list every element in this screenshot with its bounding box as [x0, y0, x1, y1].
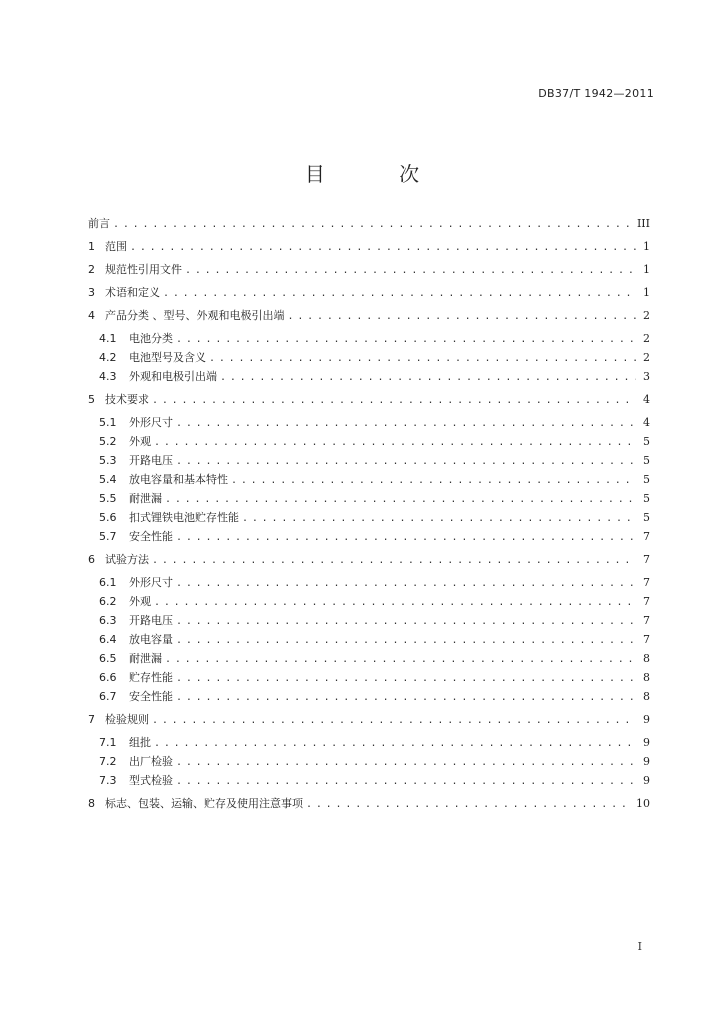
toc-entry-title: 放电容量	[129, 633, 173, 646]
toc-dot-leader	[154, 593, 636, 612]
toc-entry-number: 7.2	[99, 755, 117, 768]
toc-entry-title: 型式检验	[129, 774, 173, 787]
toc-entry[interactable]	[88, 508, 650, 527]
toc-entry-title: 外形尺寸	[129, 416, 173, 429]
toc-entry-title: 试验方法	[105, 553, 149, 566]
toc-entry-title: 出厂检验	[129, 755, 173, 768]
toc-entry-title: 扣式锂铁电池贮存性能	[129, 511, 239, 524]
toc-entry-number: 5.1	[99, 416, 117, 429]
toc-entry[interactable]	[88, 348, 650, 367]
toc-entry-number: 6.5	[99, 652, 117, 665]
toc-entry[interactable]	[88, 470, 650, 489]
toc-entry[interactable]	[88, 592, 650, 611]
toc-entry-number: 4	[88, 309, 95, 322]
toc-dot-leader	[288, 307, 637, 326]
toc-entry-title: 开路电压	[129, 454, 173, 467]
toc-entry-title: 外观和电极引出端	[129, 370, 217, 383]
toc-entry[interactable]	[88, 630, 650, 649]
toc-dot-leader	[185, 261, 636, 280]
toc-dot-leader	[152, 551, 636, 570]
toc-title: 目 次	[304, 162, 454, 186]
toc-dot-leader	[176, 631, 636, 650]
toc-entry-number: 6.4	[99, 633, 117, 646]
toc-entry[interactable]	[88, 668, 650, 687]
toc-dot-leader	[152, 711, 636, 730]
toc-entry-page: 1	[643, 263, 650, 276]
toc-dot-leader	[176, 414, 636, 433]
toc-entry[interactable]	[88, 771, 650, 790]
toc-entry-number: 5.2	[99, 435, 117, 448]
toc-entry-title: 产品分类 、型号、外观和电极引出端	[105, 309, 285, 322]
toc-entry[interactable]	[88, 214, 650, 233]
toc-entry[interactable]	[88, 451, 650, 470]
toc-dot-leader	[165, 490, 636, 509]
toc-entry-title: 前言	[88, 217, 110, 230]
toc-entry-number: 6	[88, 553, 95, 566]
toc-entry-page: 7	[643, 614, 650, 627]
toc-entry-page: III	[636, 217, 650, 230]
toc-entry-title: 安全性能	[129, 530, 173, 543]
toc-entry-page: 7	[643, 576, 650, 589]
toc-entry-title: 技术要求	[105, 393, 149, 406]
toc-entry[interactable]	[88, 306, 650, 325]
toc-dot-leader	[220, 368, 636, 387]
toc-entry-page: 9	[643, 736, 650, 749]
toc-entry[interactable]	[88, 260, 650, 279]
toc-entry-page: 4	[643, 393, 650, 406]
toc-entry-page: 5	[643, 454, 650, 467]
toc-entry-page: 7	[643, 633, 650, 646]
toc-entry-number: 5.5	[99, 492, 117, 505]
toc-dot-leader	[154, 734, 636, 753]
toc-entry-page: 9	[643, 755, 650, 768]
toc-entry-number: 4.2	[99, 351, 117, 364]
toc-entry-title: 开路电压	[129, 614, 173, 627]
toc-entry[interactable]	[88, 329, 650, 348]
toc-entry-page: 7	[643, 530, 650, 543]
toc-entry-page: 5	[643, 511, 650, 524]
table-of-contents	[88, 214, 650, 813]
page-number: I	[637, 940, 642, 953]
toc-dot-leader	[152, 391, 636, 410]
toc-entry-number: 6.6	[99, 671, 117, 684]
toc-entry[interactable]	[88, 413, 650, 432]
toc-entry-page: 5	[643, 473, 650, 486]
toc-entry[interactable]	[88, 794, 650, 813]
toc-entry-number: 5	[88, 393, 95, 406]
toc-entry[interactable]	[88, 550, 650, 569]
toc-entry-page: 5	[643, 492, 650, 505]
toc-entry-number: 4.3	[99, 370, 117, 383]
toc-entry-page: 9	[643, 713, 650, 726]
toc-entry-number: 8	[88, 797, 95, 810]
toc-entry-page: 1	[643, 286, 650, 299]
toc-dot-leader	[176, 452, 636, 471]
toc-entry-number: 5.7	[99, 530, 117, 543]
toc-entry-title: 耐泄漏	[129, 492, 162, 505]
toc-entry-number: 5.4	[99, 473, 117, 486]
toc-entry-page: 4	[643, 416, 650, 429]
toc-entry-page: 2	[643, 351, 650, 364]
toc-entry[interactable]	[88, 710, 650, 729]
toc-entry-number: 6.2	[99, 595, 117, 608]
toc-entry[interactable]	[88, 687, 650, 706]
toc-entry-page: 2	[643, 309, 650, 322]
toc-entry[interactable]	[88, 489, 650, 508]
toc-entry-page: 1	[643, 240, 650, 253]
toc-entry-number: 6.1	[99, 576, 117, 589]
toc-dot-leader	[113, 215, 633, 234]
toc-entry-title: 安全性能	[129, 690, 173, 703]
toc-dot-leader	[163, 284, 636, 303]
toc-entry-number: 6.7	[99, 690, 117, 703]
toc-dot-leader	[130, 238, 636, 257]
toc-entry-page: 8	[643, 671, 650, 684]
toc-entry-title: 范围	[105, 240, 127, 253]
toc-dot-leader	[242, 509, 636, 528]
toc-entry-title: 术语和定义	[105, 286, 160, 299]
toc-entry-page: 5	[643, 435, 650, 448]
toc-dot-leader	[176, 612, 636, 631]
toc-entry[interactable]	[88, 367, 650, 386]
toc-entry-number: 6.3	[99, 614, 117, 627]
toc-entry[interactable]	[88, 752, 650, 771]
toc-dot-leader	[176, 772, 636, 791]
toc-entry-number: 7.3	[99, 774, 117, 787]
toc-entry-title: 放电容量和基本特性	[129, 473, 228, 486]
toc-entry[interactable]	[88, 283, 650, 302]
toc-entry-page: 7	[643, 553, 650, 566]
toc-entry-number: 4.1	[99, 332, 117, 345]
toc-entry-title: 外形尺寸	[129, 576, 173, 589]
toc-entry-page: 9	[643, 774, 650, 787]
toc-entry-number: 7	[88, 713, 95, 726]
toc-entry-title: 电池分类	[129, 332, 173, 345]
toc-entry[interactable]	[88, 390, 650, 409]
toc-entry-title: 外观	[129, 595, 151, 608]
toc-dot-leader	[209, 349, 636, 368]
toc-dot-leader	[176, 753, 636, 772]
toc-entry-title: 贮存性能	[129, 671, 173, 684]
toc-entry-title: 电池型号及含义	[129, 351, 206, 364]
toc-dot-leader	[231, 471, 636, 490]
toc-dot-leader	[176, 669, 636, 688]
toc-entry-title: 规范性引用文件	[105, 263, 182, 276]
toc-entry-number: 7.1	[99, 736, 117, 749]
toc-entry[interactable]	[88, 527, 650, 546]
document-code: DB37/T 1942—2011	[538, 87, 654, 100]
toc-entry-title: 标志、包装、运输、贮存及使用注意事项	[105, 797, 303, 810]
toc-entry-title: 检验规则	[105, 713, 149, 726]
toc-entry-number: 5.6	[99, 511, 117, 524]
toc-dot-leader	[176, 688, 636, 707]
toc-entry-number: 5.3	[99, 454, 117, 467]
toc-entry-page: 3	[643, 370, 650, 383]
toc-entry[interactable]	[88, 432, 650, 451]
toc-dot-leader	[176, 574, 636, 593]
toc-entry[interactable]	[88, 573, 650, 592]
toc-entry-number: 1	[88, 240, 95, 253]
toc-entry[interactable]	[88, 733, 650, 752]
toc-entry-number: 2	[88, 263, 95, 276]
toc-entry-page: 10	[636, 797, 650, 810]
toc-dot-leader	[306, 795, 632, 814]
toc-dot-leader	[176, 330, 636, 349]
toc-entry[interactable]	[88, 237, 650, 256]
toc-entry-page: 8	[643, 652, 650, 665]
toc-dot-leader	[176, 528, 636, 547]
toc-entry[interactable]	[88, 611, 650, 630]
toc-entry-page: 8	[643, 690, 650, 703]
toc-entry-page: 7	[643, 595, 650, 608]
toc-entry-title: 组批	[129, 736, 151, 749]
toc-entry[interactable]	[88, 649, 650, 668]
toc-dot-leader	[154, 433, 636, 452]
toc-entry-page: 2	[643, 332, 650, 345]
toc-dot-leader	[165, 650, 636, 669]
toc-entry-number: 3	[88, 286, 95, 299]
toc-entry-title: 外观	[129, 435, 151, 448]
toc-entry-title: 耐泄漏	[129, 652, 162, 665]
